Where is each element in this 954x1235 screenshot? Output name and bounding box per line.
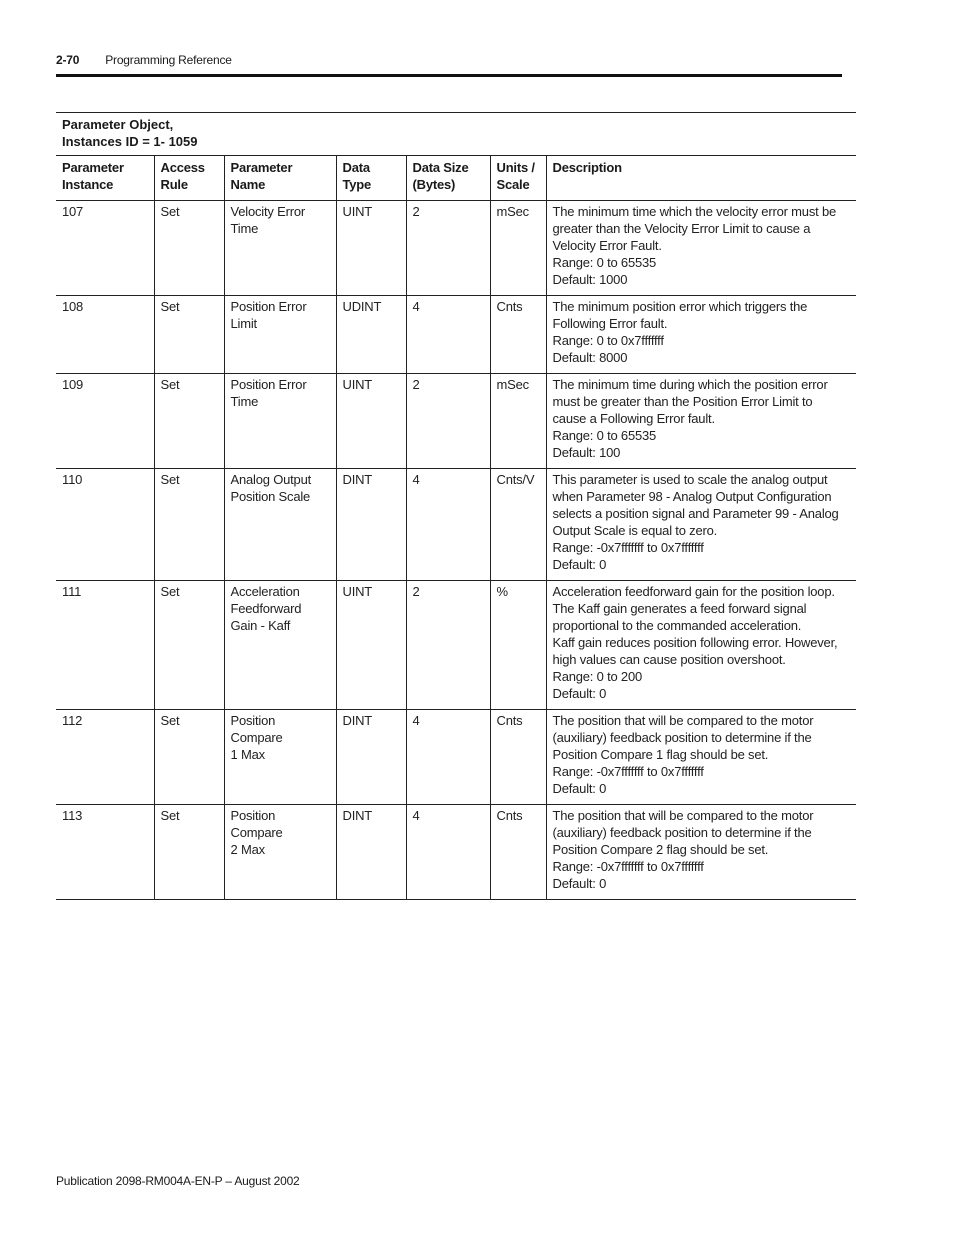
cell-data-type: UDINT [336, 296, 406, 374]
cell-parameter-name-line: Velocity Error [230, 204, 306, 219]
column-header-text: Data [342, 160, 370, 175]
cell-data-size: 2 [406, 581, 490, 710]
cell-access-rule: Set [154, 374, 224, 469]
column-header-text: Name [230, 177, 266, 192]
column-header-text: (Bytes) [412, 177, 456, 192]
cell-description-line: The minimum time during which the position error [552, 377, 828, 392]
table-row [56, 296, 856, 374]
cell-parameter-name [224, 201, 336, 296]
cell-units: Cnts/V [490, 469, 546, 581]
cell-description-line: must be greater than the Position Error Limit to [552, 394, 813, 409]
column-header-size [406, 156, 490, 201]
cell-description-line: This parameter is used to scale the analog output [552, 472, 828, 487]
parameter-table-container [56, 112, 856, 900]
cell-description-line: Acceleration feedforward gain for the position loop. [552, 584, 835, 599]
column-header-units [490, 156, 546, 201]
cell-description-line: Default: 0 [552, 876, 607, 891]
cell-description [546, 710, 856, 805]
section-title: Programming Reference [105, 53, 232, 67]
cell-access-rule: Set [154, 805, 224, 900]
cell-data-size: 2 [406, 374, 490, 469]
cell-parameter-name-line: Time [230, 394, 259, 409]
cell-description-line: Default: 8000 [552, 350, 628, 365]
table-row [56, 581, 856, 710]
cell-description-line: (auxiliary) feedback position to determine if the [552, 825, 812, 840]
cell-data-size: 2 [406, 201, 490, 296]
column-header-text: Rule [160, 177, 188, 192]
column-header-text: Description [552, 160, 622, 175]
cell-units: mSec [490, 201, 546, 296]
cell-description-line: Range: -0x7fffffff to 0x7fffffff [552, 764, 704, 779]
header-rule [56, 74, 842, 77]
cell-description-line: Following Error fault. [552, 316, 668, 331]
parameter-table [56, 155, 856, 900]
cell-description-line: Range: -0x7fffffff to 0x7fffffff [552, 540, 704, 555]
column-header-text: Parameter [230, 160, 293, 175]
cell-access-rule: Set [154, 296, 224, 374]
cell-data-type: DINT [336, 710, 406, 805]
column-header-text: Parameter [62, 160, 124, 175]
cell-parameter-name [224, 805, 336, 900]
cell-description-line: Position Compare 1 flag should be set. [552, 747, 769, 762]
cell-instance: 113 [56, 805, 154, 900]
cell-description-line: Range: 0 to 65535 [552, 428, 657, 443]
cell-parameter-name-line: Position Compare [230, 713, 283, 745]
table-row [56, 469, 856, 581]
cell-parameter-name-line: Limit [230, 316, 257, 331]
cell-description [546, 805, 856, 900]
cell-description-line: greater than the Velocity Error Limit to cause a [552, 221, 811, 236]
table-title-line: Parameter Object, [62, 117, 174, 132]
cell-description-line: cause a Following Error fault. [552, 411, 715, 426]
cell-parameter-name-line: Position Error [230, 377, 307, 392]
page-number: 2-70 [56, 53, 80, 67]
cell-description-line: high values can cause position overshoot. [552, 652, 786, 667]
cell-description-line: The Kaff gain generates a feed forward signal [552, 601, 807, 616]
cell-description-line: selects a position signal and Parameter 99 - Analog [552, 506, 839, 521]
cell-description-line: Default: 0 [552, 686, 607, 701]
column-header-access [154, 156, 224, 201]
cell-parameter-name-line: Acceleration [230, 584, 300, 599]
cell-units: mSec [490, 374, 546, 469]
cell-description-line: Default: 100 [552, 445, 621, 460]
cell-instance: 109 [56, 374, 154, 469]
cell-description-line: (auxiliary) feedback position to determine if the [552, 730, 812, 745]
cell-data-size: 4 [406, 710, 490, 805]
cell-parameter-name-line: Feedforward [230, 601, 302, 616]
cell-description-line: Position Compare 2 flag should be set. [552, 842, 769, 857]
cell-units: Cnts [490, 805, 546, 900]
cell-access-rule: Set [154, 710, 224, 805]
cell-data-type: UINT [336, 581, 406, 710]
cell-description-line: Output Scale is equal to zero. [552, 523, 718, 538]
cell-parameter-name-line: Position Compare [230, 808, 283, 840]
cell-units: Cnts [490, 710, 546, 805]
cell-description [546, 469, 856, 581]
cell-parameter-name [224, 469, 336, 581]
column-header-text: Access [160, 160, 205, 175]
cell-description-line: when Parameter 98 - Analog Output Configuration [552, 489, 832, 504]
cell-description [546, 581, 856, 710]
cell-description-line: The position that will be compared to the motor [552, 713, 814, 728]
cell-description-line: Default: 1000 [552, 272, 628, 287]
page-header [56, 53, 232, 67]
cell-description-line: The position that will be compared to the motor [552, 808, 814, 823]
cell-access-rule: Set [154, 469, 224, 581]
cell-parameter-name-line: Position Error [230, 299, 307, 314]
cell-access-rule: Set [154, 201, 224, 296]
column-header-text: Instance [62, 177, 114, 192]
cell-parameter-name-line: 2 Max [230, 842, 265, 857]
table-row [56, 710, 856, 805]
cell-parameter-name [224, 581, 336, 710]
column-header-text: Type [342, 177, 372, 192]
cell-description-line: Range: -0x7fffffff to 0x7fffffff [552, 859, 704, 874]
cell-data-size: 4 [406, 469, 490, 581]
cell-instance: 112 [56, 710, 154, 805]
cell-parameter-name-line: 1 Max [230, 747, 265, 762]
table-title-line: Instances ID = 1- 1059 [62, 134, 198, 149]
cell-data-size: 4 [406, 296, 490, 374]
cell-parameter-name [224, 710, 336, 805]
cell-description-line: Velocity Error Fault. [552, 238, 662, 253]
table-row [56, 374, 856, 469]
cell-parameter-name [224, 296, 336, 374]
column-header-description [546, 156, 856, 201]
cell-parameter-name [224, 374, 336, 469]
cell-description [546, 201, 856, 296]
cell-parameter-name-line: Gain - Kaff [230, 618, 291, 633]
table-row [56, 201, 856, 296]
cell-data-type: UINT [336, 201, 406, 296]
cell-data-size: 4 [406, 805, 490, 900]
cell-instance: 111 [56, 581, 154, 710]
column-header-name [224, 156, 336, 201]
cell-description-line: proportional to the commanded acceleration. [552, 618, 802, 633]
cell-instance: 110 [56, 469, 154, 581]
cell-description-line: The minimum position error which triggers the [552, 299, 808, 314]
column-header-text: Scale [496, 177, 530, 192]
cell-description-line: Default: 0 [552, 557, 607, 572]
cell-parameter-name-line: Position Scale [230, 489, 311, 504]
cell-data-type: UINT [336, 374, 406, 469]
cell-access-rule: Set [154, 581, 224, 710]
column-header-text: Units / [496, 160, 535, 175]
cell-description-line: The minimum time which the velocity error must be [552, 204, 837, 219]
table-title [56, 112, 856, 155]
cell-instance: 108 [56, 296, 154, 374]
cell-description-line: Range: 0 to 200 [552, 669, 643, 684]
cell-instance: 107 [56, 201, 154, 296]
column-header-type [336, 156, 406, 201]
cell-parameter-name-line: Analog Output [230, 472, 312, 487]
column-header-instance [56, 156, 154, 201]
cell-description [546, 374, 856, 469]
cell-description-line: Default: 0 [552, 781, 607, 796]
table-header-row [56, 156, 856, 201]
publication-footer: Publication 2098-RM004A-EN-P – August 2002 [56, 1174, 300, 1188]
cell-data-type: DINT [336, 469, 406, 581]
cell-description-line: Kaff gain reduces position following error. However, [552, 635, 838, 650]
cell-data-type: DINT [336, 805, 406, 900]
cell-description-line: Range: 0 to 0x7fffffff [552, 333, 664, 348]
table-body [56, 201, 856, 900]
cell-units: Cnts [490, 296, 546, 374]
table-row [56, 805, 856, 900]
cell-units: % [490, 581, 546, 710]
cell-description [546, 296, 856, 374]
column-header-text: Data Size [412, 160, 469, 175]
cell-description-line: Range: 0 to 65535 [552, 255, 657, 270]
cell-parameter-name-line: Time [230, 221, 259, 236]
